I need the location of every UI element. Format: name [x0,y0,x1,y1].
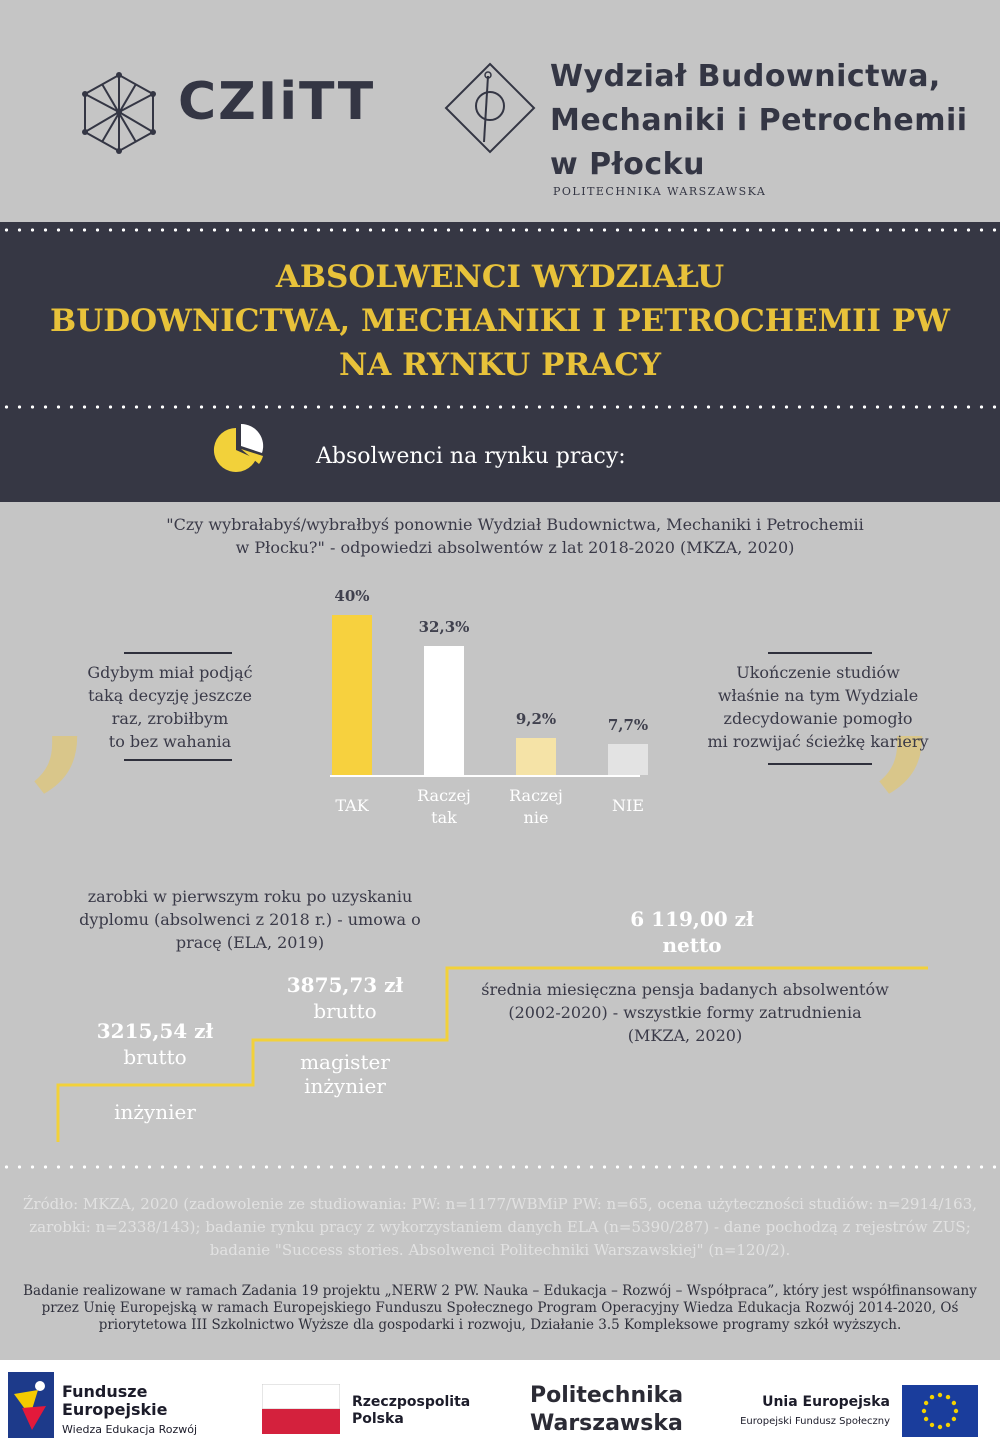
quote-line: to bez wahania [108,732,232,751]
quote-rule [124,759,232,761]
eu-star-icon [924,1417,928,1421]
eu-star-icon [946,1423,950,1427]
quote-rule [124,652,232,654]
salary-master [250,972,440,1024]
quote-rule [768,763,872,765]
main-title [0,255,1000,387]
salary-note-left [40,885,460,954]
salary-type: brutto [123,1045,187,1069]
university-subtitle: POLITECHNIKA WARSZAWSKA [553,185,767,198]
faculty-name-line: w Płocku [550,147,705,182]
salary-note-right [450,978,920,1047]
note-line: zarobki w pierwszym roku po uzyskaniu [87,887,413,906]
eu-star-icon [938,1393,942,1397]
footer-text: Rzeczpospolita [352,1394,471,1410]
quote-line: raz, zrobiłbym [111,709,229,728]
right-quote-mark-icon: , [877,596,940,807]
bar-value-label: 9,2% [515,710,557,729]
quote-line: Ukończenie studiów [736,663,900,682]
eu-star-icon [954,1409,958,1413]
section-title: Absolwenci na rynku pracy: [316,444,626,469]
degree-master [250,1050,440,1098]
dotted-divider [0,1165,1000,1169]
chart-bar [516,738,556,775]
quote-left [60,661,280,753]
degree-line: magister [300,1050,390,1074]
czitt-logo-text: CZIiTT [178,72,376,132]
chart-bar [332,615,372,775]
eu-star-icon [952,1401,956,1405]
note-line: (MKZA, 2020) [627,1026,743,1045]
quote-line: Gdybym miał podjąć [87,663,253,682]
source-note: Źródło: MKZA, 2020 (zadowolenie ze studiowania: PW: n=1177/WBMiP PW: n=65, ocena użyteczności studiów: n=2914/163, zarobki: n=2338/143); badanie rynku pracy z wykorzystaniem danych ELA (n=5390/287) - dane pochodzą z rejestrów ZUS; badanie "Success stories. Absolwenci Politechniki Warszawskiej" (n=120/2). [22,1195,978,1259]
salary-average [577,906,807,958]
eu-star-icon [930,1395,934,1399]
eu-star-icon [924,1401,928,1405]
eu-star-icon [922,1409,926,1413]
fe-sub: Wiedza Edukacja Rozwój [62,1423,198,1436]
degree-line: inżynier [304,1074,386,1098]
chart-bar [424,646,464,775]
quote-line: mi rozwijać ścieżkę kariery [707,732,929,751]
bar-value-label: 40% [334,587,370,605]
footer-text: Warszawska [530,1411,683,1436]
footer-text: Polska [352,1411,404,1427]
footer-text: Europejskie [62,1400,168,1419]
quote-rule [768,652,872,654]
salary-engineer [60,1018,250,1070]
faculty-name [550,55,970,187]
czitt-network-icon [78,72,160,154]
quote-right [688,661,948,753]
ue-sub: Europejski Fundusz Społeczny [740,1416,890,1427]
funding-note: Badanie realizowane w ramach Zadania 19 projektu „NERW 2 PW. Nauka – Edukacja – Rozwój – Współpraca”, który jest współfinansowany przez Unię Europejską w ramach Europejskiego Funduszu Społecznego Program Operacyjny Wiedza Edukacja Rozwój 2014-2020, Oś priorytetowa III Szkolnictwo Wyższe dla gospodarki i rozwoju, Działanie 3.5 Kompleksowe programy szkół wyższych. [23,1283,977,1333]
degree-engineer: inżynier [114,1100,196,1124]
main-title-line: ABSOLWENCI WYDZIAŁU [275,259,725,295]
survey-question-line: w Płocku?" - odpowiedzi absolwentów z lat 2018-2020 (MKZA, 2020) [235,538,795,557]
note-line: średnia miesięczna pensja badanych absolwentów [481,980,889,999]
bar-value-label: 32,3% [418,617,470,636]
footer-text: Fundusze [62,1382,148,1401]
ue-name: Unia Europejska [762,1394,890,1410]
salary-amount: 6 119,00 zł [630,907,754,931]
rp-name [352,1394,470,1428]
polish-flag-icon [262,1384,340,1434]
chart-baseline [330,775,640,777]
salary-amount: 3215,54 zł [96,1019,214,1043]
eu-star-icon [952,1417,956,1421]
main-title-line: BUDOWNICTWA, MECHANIKI I PETROCHEMII PW [50,303,950,339]
category-label: Raczej nie [509,786,563,827]
survey-question [100,513,930,559]
faculty-name-line: Mechaniki i Petrochemii [550,103,968,138]
note-line: pracę (ELA, 2019) [175,933,325,952]
fe-name [62,1383,168,1419]
eu-flag-icon [902,1385,978,1437]
salary-type: netto [662,933,722,957]
eu-star-icon [938,1425,942,1429]
bar-value-label: 7,7% [607,716,649,735]
quote-line: taką decyzję jeszcze [88,686,252,705]
eu-star-icon [930,1423,934,1427]
pw-name [530,1382,683,1438]
pie-chart-icon [211,424,265,474]
quote-line: właśnie na tym Wydziale [717,686,919,705]
eu-star-icon [946,1395,950,1399]
note-line: (2002-2020) - wszystkie formy zatrudnienia [508,1003,862,1022]
dotted-divider [0,228,1000,232]
main-title-line: NA RYNKU PRACY [338,347,662,383]
salary-type: brutto [313,999,377,1023]
faculty-emblem-icon [444,62,536,154]
salary-amount: 3875,73 zł [286,973,404,997]
category-label: Raczej tak [417,786,471,827]
answers-bar-chart [320,580,660,840]
faculty-name-line: Wydział Budownictwa, [550,59,941,94]
fundusze-europejskie-icon [8,1372,54,1438]
category-label: NIE [612,796,644,815]
note-line: dyplomu (absolwenci z 2018 r.) - umowa o [79,910,421,929]
quote-line: zdecydowanie pomogło [723,709,913,728]
footer-logos [0,1360,1000,1455]
chart-bar [608,744,648,775]
dotted-divider [0,405,1000,409]
footer-text: Politechnika [530,1383,684,1408]
category-label: TAK [335,796,369,815]
survey-question-line: "Czy wybrałabyś/wybrałbyś ponownie Wydział Budownictwa, Mechaniki i Petrochemii [166,515,864,534]
left-quote-mark-icon: , [32,596,95,807]
